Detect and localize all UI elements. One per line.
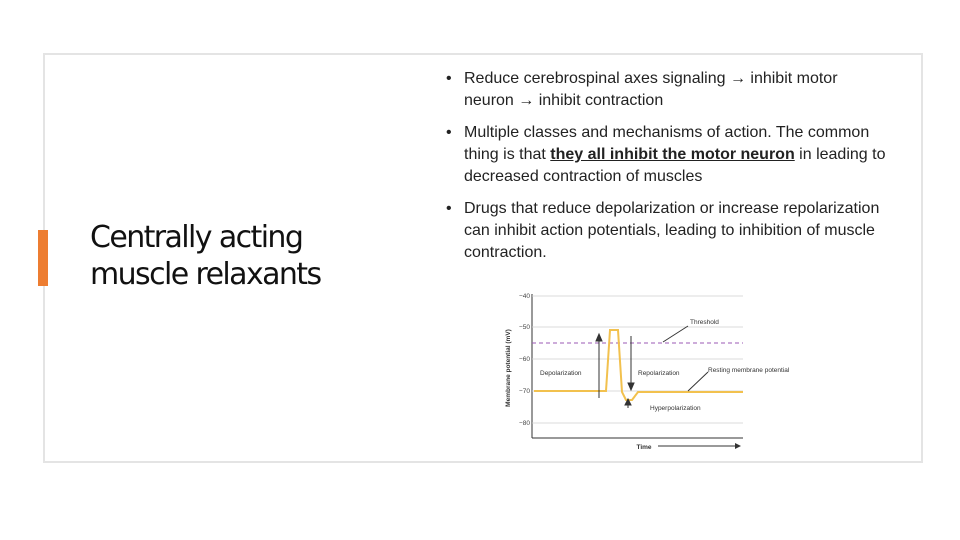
bullet-1: [446, 68, 886, 112]
gridlines: [532, 296, 743, 423]
y-axis-label: Membrane potential (mV): [505, 329, 512, 407]
annotation-arrows: [596, 326, 708, 408]
ytick-label: −60: [518, 356, 530, 363]
time-arrowhead: [735, 443, 741, 449]
ytick-label: −80: [518, 420, 530, 427]
slide-title: [90, 219, 420, 293]
bullet-3: [446, 198, 886, 264]
threshold-label: Threshold: [690, 319, 719, 326]
membrane-potential-trace: [534, 330, 743, 400]
title-line-2: muscle relaxants: [90, 257, 321, 292]
hyperpolarization-label: Hyperpolarization: [650, 405, 701, 412]
depolarization-label: Depolarization: [540, 370, 582, 377]
resting-potential-label: Resting membrane potential: [708, 367, 790, 374]
bullet-1-text: Reduce cerebrospinal axes signaling → inhibit motor neuron → inhibit contraction: [464, 70, 838, 109]
action-potential-graph: [498, 286, 790, 452]
accent-bar: [38, 230, 48, 286]
bullet-2-text-start: Multiple classes and mechanisms of action. The common thing is that: [464, 124, 870, 163]
bullet-2-text-end: in leading to decreased contraction of muscles: [464, 146, 886, 185]
x-axis-label: Time: [636, 444, 652, 451]
ytick-label: −70: [518, 388, 530, 395]
ytick-label: −50: [518, 324, 530, 331]
ytick-label: −40: [518, 293, 530, 300]
bullet-2: [446, 122, 886, 188]
title-line-1: Centrally acting: [90, 220, 303, 255]
bullet-2-emphasis: they all inhibit the motor neuron: [550, 146, 795, 163]
bullet-3-text: Drugs that reduce depolarization or increase repolarization can inhibit action potentials, leading to inhibition of muscle contraction.: [464, 200, 880, 261]
repolarization-label: Repolarization: [638, 370, 680, 377]
bullet-list: [446, 68, 886, 264]
